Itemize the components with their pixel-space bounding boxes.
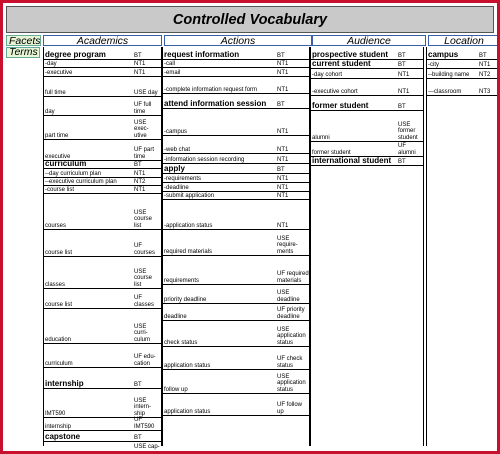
term-label: course list xyxy=(45,249,73,256)
term-label: -course list xyxy=(45,186,75,193)
term-label: --executive curriculum plan xyxy=(45,178,117,185)
actions-term-row xyxy=(163,154,309,163)
term-label: prospective student xyxy=(312,50,389,59)
term-label: former student xyxy=(312,101,369,110)
relationship-code: NT1 xyxy=(277,60,289,67)
terms-label: Terms xyxy=(6,47,40,58)
term-label: priority deadline xyxy=(164,296,207,303)
term-label: internship xyxy=(45,423,72,430)
relationship-code: NT1 xyxy=(398,71,410,78)
location-term-row xyxy=(427,69,497,78)
relationship-code: NT1 xyxy=(277,69,289,76)
actions-term-row xyxy=(163,347,309,369)
relationship-code: USE intern- ship xyxy=(134,397,152,417)
actions-term-row xyxy=(163,192,309,199)
term-label: capstone xyxy=(45,432,81,441)
actions-term-row xyxy=(163,77,309,93)
actions-term-row xyxy=(163,256,309,284)
relationship-code: NT3 xyxy=(479,88,491,95)
relationship-code: UF alumni xyxy=(398,143,416,156)
relationship-code: UF courses xyxy=(134,243,156,256)
term-label: check status xyxy=(164,339,198,346)
term-label: international student xyxy=(312,156,392,165)
relationship-code: NT1 xyxy=(134,69,146,76)
row-divider xyxy=(427,95,497,96)
term-label: -call xyxy=(164,60,176,67)
academics-term-row xyxy=(44,116,161,139)
relationship-code: USE exec- utive xyxy=(134,119,149,139)
audience-term-row xyxy=(311,60,423,68)
relationship-code: UF check status xyxy=(277,356,303,369)
term-label: curriculum xyxy=(45,159,87,168)
relationship-code: BT xyxy=(134,434,142,441)
row-divider xyxy=(311,165,423,166)
audience-term-row xyxy=(311,69,423,78)
actions-term-row xyxy=(163,394,309,415)
header-location: Location xyxy=(428,35,500,46)
relationship-code: NT1 xyxy=(277,146,289,153)
actions-term-row xyxy=(163,164,309,173)
relationship-code: NT1 xyxy=(134,186,146,193)
academics-term-row xyxy=(44,309,161,343)
relationship-code: BT xyxy=(134,381,142,388)
relationship-code: USE require- ments xyxy=(277,235,298,255)
header-audience: Audience xyxy=(312,35,426,46)
term-label: deadline xyxy=(164,313,187,320)
relationship-code: UF full time xyxy=(134,102,152,115)
term-label: executive xyxy=(45,153,71,160)
term-label: -executive cohort xyxy=(312,88,358,95)
audience-column xyxy=(310,47,424,446)
term-label: -information session recording xyxy=(164,156,245,163)
academics-term-row xyxy=(44,60,161,67)
relationship-code: NT1 xyxy=(277,175,289,182)
location-term-row xyxy=(427,60,497,68)
relationship-code: USE cap- stone xyxy=(134,444,160,454)
academics-term-row xyxy=(44,230,161,256)
academics-term-row xyxy=(44,178,161,185)
term-label: -campus xyxy=(164,128,188,135)
academics-term-row xyxy=(44,431,161,441)
relationship-code: USE day xyxy=(134,89,158,96)
facets-label: Facets xyxy=(6,35,41,46)
term-label: -submit application xyxy=(164,192,215,199)
academics-term-row xyxy=(44,289,161,308)
academics-column xyxy=(43,47,162,454)
location-term-row xyxy=(427,47,497,59)
relationship-code: BT xyxy=(277,52,285,59)
term-label: day xyxy=(45,108,55,115)
term-label: current student xyxy=(312,59,371,68)
term-label: follow up xyxy=(164,386,188,393)
relationship-code: BT xyxy=(398,103,406,110)
relationship-code: NT1 xyxy=(277,128,289,135)
academics-term-row xyxy=(44,344,161,367)
actions-term-row xyxy=(163,68,309,76)
academics-term-row xyxy=(44,140,161,160)
relationship-code: NT1 xyxy=(134,170,146,177)
facets-header-row xyxy=(6,35,500,46)
term-label: -city xyxy=(428,61,439,68)
page-title: Controlled Vocabulary xyxy=(6,6,494,33)
term-label: education xyxy=(45,336,72,343)
term-label: --day curriculum plan xyxy=(45,170,102,177)
audience-term-row xyxy=(311,79,423,95)
term-label: -complete information request form xyxy=(164,86,258,93)
header-actions: Actions xyxy=(164,35,312,46)
academics-term-row xyxy=(44,418,161,430)
actions-term-row xyxy=(163,60,309,67)
term-label: application status xyxy=(164,408,211,415)
relationship-code: NT1 xyxy=(277,222,289,229)
term-label: full time xyxy=(45,89,66,96)
actions-term-row xyxy=(163,47,309,59)
relationship-code: BT xyxy=(134,161,142,168)
term-label: attend information session xyxy=(164,99,267,108)
actions-term-row xyxy=(163,174,309,182)
academics-term-row xyxy=(44,186,161,193)
term-label: -requirements xyxy=(164,175,202,182)
term-label: -day xyxy=(45,60,57,67)
actions-term-row xyxy=(163,321,309,346)
term-label: -email xyxy=(164,69,181,76)
academics-term-row xyxy=(44,368,161,388)
audience-term-row xyxy=(311,47,423,59)
relationship-code: USE application status xyxy=(277,326,306,346)
relationship-code: USE course list xyxy=(134,209,153,229)
term-label: application status xyxy=(164,362,211,369)
relationship-code: USE former student xyxy=(398,121,418,141)
term-label: courses xyxy=(45,222,67,229)
relationship-code: UF part time xyxy=(134,147,155,160)
academics-term-row xyxy=(44,161,161,168)
header-academics: Academics xyxy=(43,35,162,46)
term-label: -application status xyxy=(164,222,213,229)
academics-term-row xyxy=(44,68,161,76)
relationship-code: USE deadline xyxy=(277,290,300,303)
academics-term-row xyxy=(44,442,161,454)
term-label: required materials xyxy=(164,248,213,255)
row-divider xyxy=(163,415,309,416)
actions-term-row xyxy=(163,136,309,153)
term-label: alumni xyxy=(312,134,330,141)
relationship-code: NT1 xyxy=(277,184,289,191)
academics-term-row xyxy=(44,389,161,417)
relationship-code: NT1 xyxy=(277,156,289,163)
term-label: former student xyxy=(312,149,351,156)
term-label: IMT590 xyxy=(45,410,66,417)
relationship-code: BT xyxy=(277,101,285,108)
relationship-code: NT1 xyxy=(479,61,491,68)
term-label: course list xyxy=(45,301,73,308)
term-label: internship xyxy=(45,379,84,388)
actions-term-row xyxy=(163,183,309,191)
relationship-code: UF follow up xyxy=(277,402,303,415)
audience-term-row xyxy=(311,111,423,141)
term-label: -day cohort xyxy=(312,71,343,78)
audience-term-row xyxy=(311,96,423,110)
relationship-code: UF classes xyxy=(134,295,155,308)
relationship-code: UF required materials xyxy=(277,271,309,284)
relationship-code: BT xyxy=(398,52,406,59)
actions-term-row xyxy=(163,94,309,108)
audience-term-row xyxy=(311,157,423,165)
actions-column xyxy=(162,47,310,446)
audience-term-row xyxy=(311,142,423,156)
academics-term-row xyxy=(44,194,161,229)
actions-term-row xyxy=(163,109,309,135)
academics-term-row xyxy=(44,257,161,288)
relationship-code: NT2 xyxy=(134,178,146,185)
term-label: IMT695 xyxy=(45,450,66,454)
relationship-code: UF edu- cation xyxy=(134,354,156,367)
term-label: classes xyxy=(45,281,66,288)
actions-term-row xyxy=(163,285,309,303)
relationship-code: UF priority deadline xyxy=(277,307,305,320)
relationship-code: NT1 xyxy=(277,192,289,199)
term-label: apply xyxy=(164,164,185,173)
term-label: -deadline xyxy=(164,184,189,191)
actions-term-row xyxy=(163,304,309,320)
term-label: -executive xyxy=(45,69,73,76)
term-label: -web chat xyxy=(164,146,191,153)
actions-term-row xyxy=(163,200,309,229)
actions-term-row xyxy=(163,230,309,255)
term-label: requirements xyxy=(164,277,200,284)
relationship-code: NT2 xyxy=(479,71,491,78)
academics-term-row xyxy=(44,169,161,177)
term-label: degree program xyxy=(45,50,106,59)
relationship-code: NT1 xyxy=(277,86,289,93)
relationship-code: BT xyxy=(479,52,487,59)
academics-term-row xyxy=(44,47,161,59)
term-label: campus xyxy=(428,50,459,59)
relationship-code: UF IMT590 xyxy=(134,417,155,430)
academics-term-row xyxy=(44,77,161,96)
actions-term-row xyxy=(163,370,309,393)
location-column xyxy=(426,47,498,446)
term-label: ---classroom xyxy=(428,88,462,95)
relationship-code: BT xyxy=(398,61,406,68)
term-label: part time xyxy=(45,132,69,139)
term-label: request information xyxy=(164,50,240,59)
term-label: curriculum xyxy=(45,360,73,367)
relationship-code: BT xyxy=(277,166,285,173)
relationship-code: BT xyxy=(398,158,406,165)
relationship-code: USE curri- culum xyxy=(134,323,151,343)
academics-term-row xyxy=(44,97,161,115)
relationship-code: USE application status xyxy=(277,373,306,393)
relationship-code: NT1 xyxy=(134,60,146,67)
relationship-code: USE course list xyxy=(134,268,153,288)
location-term-row xyxy=(427,79,497,95)
term-label: --building name xyxy=(428,71,470,78)
relationship-code: NT1 xyxy=(398,88,410,95)
relationship-code: BT xyxy=(134,52,142,59)
